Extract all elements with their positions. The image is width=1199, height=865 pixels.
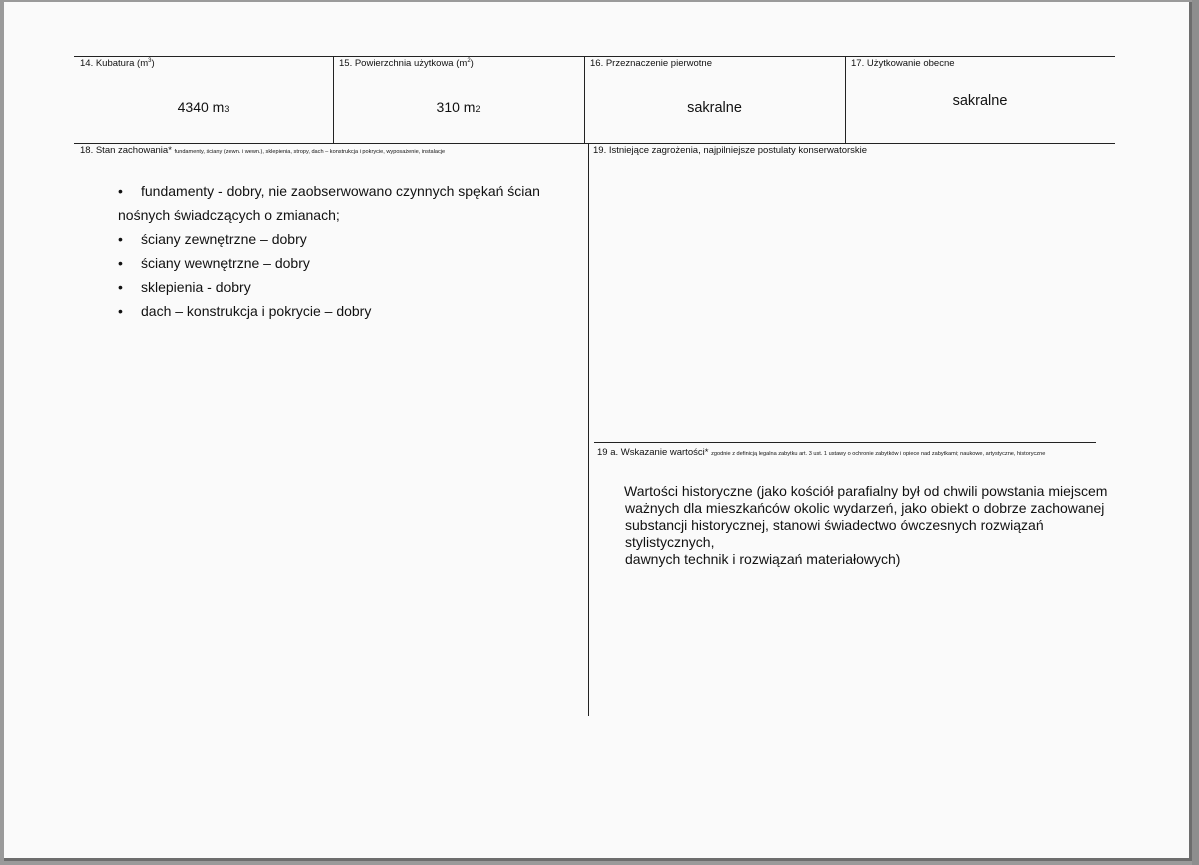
stan-zachowania-list — [118, 179, 558, 323]
kubatura-value: 4340 m3 — [177, 99, 230, 115]
kubatura-label: 14. Kubatura $(m^3)$ — [80, 57, 155, 69]
row1-top-rule — [74, 56, 1115, 57]
przeznaczenie-value: sakralne — [687, 100, 742, 116]
zagrozenia-label: 19. Istniejące zagrożenia, najpilniejsze postulaty konserwatorskie — [593, 145, 868, 156]
przeznaczenie-label: 16. Przeznaczenie pierwotne — [590, 58, 712, 69]
stan-zachowania-label: 18. Stan zachowania* fundamenty, ściany (zewn. i wewn.), sklepienia, stropy, dach – konstrukcja i pokrycie, wyposażenie, instalacje — [80, 145, 446, 156]
wartosci-text: Wartości historyczne (jako kościół parafialny był od chwili powstania miejscem ważnych dla mieszkańców okolic wydarzeń, jako obiekt o dobrze zachowanej substancji historycznej, stanowi świadectwo ówczesnych rozwiązań stylistycznych, dawnych technik i rozwiązań materiałowych) — [624, 483, 1108, 567]
list-item: • ściany zewnętrzne – dobry — [118, 227, 558, 251]
row19a-top-rule — [594, 442, 1096, 443]
list-item: • dach – konstrukcja i pokrycie – dobry — [118, 299, 558, 323]
center-divider — [588, 143, 589, 716]
stan-zachowania-hint: fundamenty, ściany (zewn. i wewn.), sklepienia, stropy, dach – konstrukcja i pokrycie, wyposażenie, instalacje — [174, 149, 446, 155]
powierzchnia-label: 15. Powierzchnia użytkowa $(m^2)$ — [339, 57, 474, 69]
powierzchnia-value: 310 m2 — [436, 99, 481, 115]
list-item: • fundamenty - dobry, nie zaobserwowano czynnych spękań ścian nośnych świadczących o zmianach; — [118, 179, 558, 227]
form-sheet — [4, 2, 1192, 861]
list-item: • sklepienia - dobry — [118, 275, 558, 299]
uzytkowanie-label: 17. Użytkowanie obecne — [851, 58, 955, 69]
wartosci-hint: zgodnie z definicją legalna zabytku art. 3 ust. 1 ustawy o ochronie zabytków i opiece nad zabytkami; naukowe, artystyczne, historyczne — [711, 451, 1046, 457]
list-item: • ściany wewnętrzne – dobry — [118, 251, 558, 275]
uzytkowanie-value: sakralne — [952, 93, 1008, 109]
row2-top-rule — [74, 143, 1115, 144]
wartosci-label: 19 a. Wskazanie wartości* zgodnie z definicją legalna zabytku art. 3 ust. 1 ustawy o ochronie zabytków i opiece nad zabytkami; naukowe, artystyczne, historyczne — [597, 447, 1046, 458]
scan-edge — [1192, 0, 1199, 865]
